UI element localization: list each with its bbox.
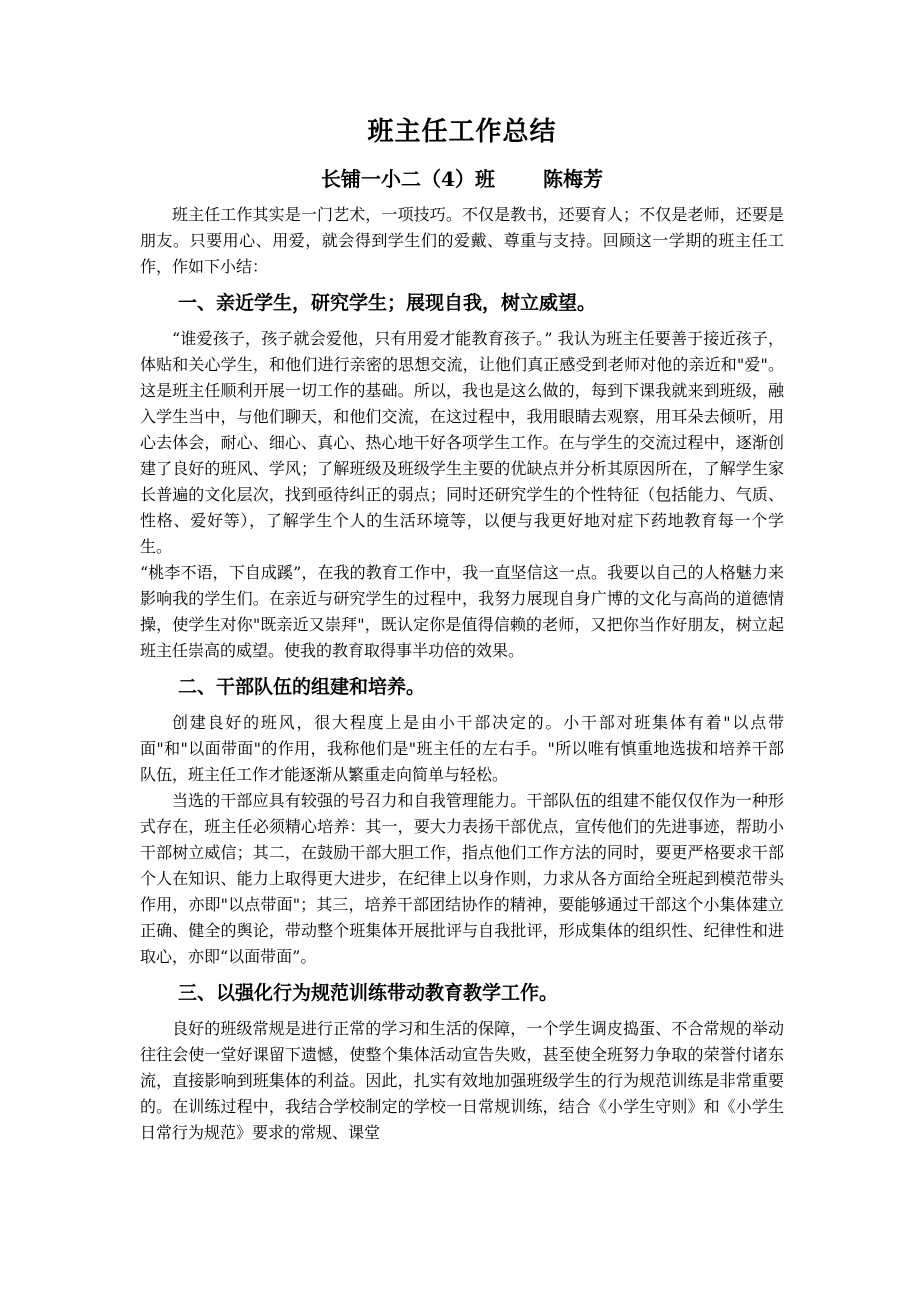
class-name: 长铺一小二（4）班 [321, 167, 495, 191]
author-name: 陈梅芳 [542, 167, 603, 191]
page-title: 班主任工作总结 [367, 117, 557, 147]
section-2-paragraph-2: 当选的干部应具有较强的号召力和自我管理能力。干部队伍的组建不能仅仅作为一种形式存在，班主任必须精心培养：其一，要大力表扬干部优点，宣传他们的先进事迹，帮助小干部树立威信；其二，在鼓励干部大胆工作，指点他们工作方法的同时，要更严格要求干部个人在知识、能力上取得更大进步，在纪律上以身作则，力求从各方面给全班起到模范带头作用，亦即"以点带面"；其三，培养干部团结协作的精神，要能够通过干部这个小集体建立正确、健全的舆论，带动整个班集体开展批评与自我批评，形成集体的组织性、纪律性和进取心，亦即“以面带面”。 [140, 791, 784, 966]
section-1-paragraph-2: “桃李不语，下自成蹊”，在我的教育工作中，我一直坚信这一点。我要以自己的人格魅力来影响我的学生们。在亲近与研究学生的过程中，我努力展现自身广博的文化与高尚的道德情操，使学生对你"既亲近又崇拜"，既认定你是值得信赖的老师，又把你当作好朋友，树立起班主任崇高的威望。使我的教育取得事半功倍的效果。 [140, 563, 784, 660]
section-1-paragraph-1: “谁爱孩子，孩子就会爱他，只有用爱才能教育孩子。” 我认为班主任要善于接近孩子，体贴和关心学生，和他们进行亲密的思想交流，让他们真正感受到老师对他的亲近和"爱"。这是班主任顺利开展一切工作的基础。所以，我也是这么做的，每到下课我就来到班级，融入学生当中，与他们聊天，和他们交流，在这过程中，我用眼睛去观察，用耳朵去倾听，用心去体会，耐心、细心、真心、热心地干好各项学生工作。在与学生的交流过程中，逐渐创建了良好的班风、学风；了解班级及班级学生主要的优缺点并分析其原因所在，了解学生家长普遍的文化层次，找到亟待纠正的弱点；同时还研究学生的个性特征（包括能力、气质、性格、爱好等），了解学生个人的生活环境等，以便与我更好地对症下药地教育每一个学生。 [140, 329, 784, 556]
page-subtitle [140, 164, 784, 194]
section-heading-3: 三、以强化行为规范训练带动教育教学工作。 [178, 982, 559, 1004]
document-body [140, 112, 784, 1146]
intro-paragraph: 班主任工作其实是一门艺术，一项技巧。不仅是教书，还要育人；不仅是老师，还要是朋友。只要用心、用爱，就会得到学生们的爱戴、尊重与支持。回顾这一学期的班主任工作，作如下小结： [140, 205, 784, 276]
section-heading-2: 二、干部队伍的组建和培养。 [178, 676, 426, 698]
section-3-paragraph-1: 良好的班级常规是进行正常的学习和生活的保障，一个学生调皮捣蛋、不合常规的举动往往会使一堂好课留下遗憾，使整个集体活动宣告失败，甚至使全班努力争取的荣誉付诸东流，直接影响到班集体的利益。因此，扎实有效地加强班级学生的行为规范训练是非常重要的。在训练过程中，我结合学校制定的学校一日常规训练，结合《小学生守则》和《小学生日常行为规范》要求的常规、课堂 [140, 1019, 784, 1142]
section-heading-1: 一、亲近学生，研究学生；展现自我，树立威望。 [178, 292, 597, 314]
section-2-paragraph-1: 创建良好的班风，很大程度上是由小干部决定的。小干部对班集体有着"以点带面"和"以面带面"的作用，我称他们是"班主任的左右手。"所以唯有慎重地选拔和培养干部队伍，班主任工作才能逐渐从繁重走向简单与轻松。 [140, 713, 784, 784]
